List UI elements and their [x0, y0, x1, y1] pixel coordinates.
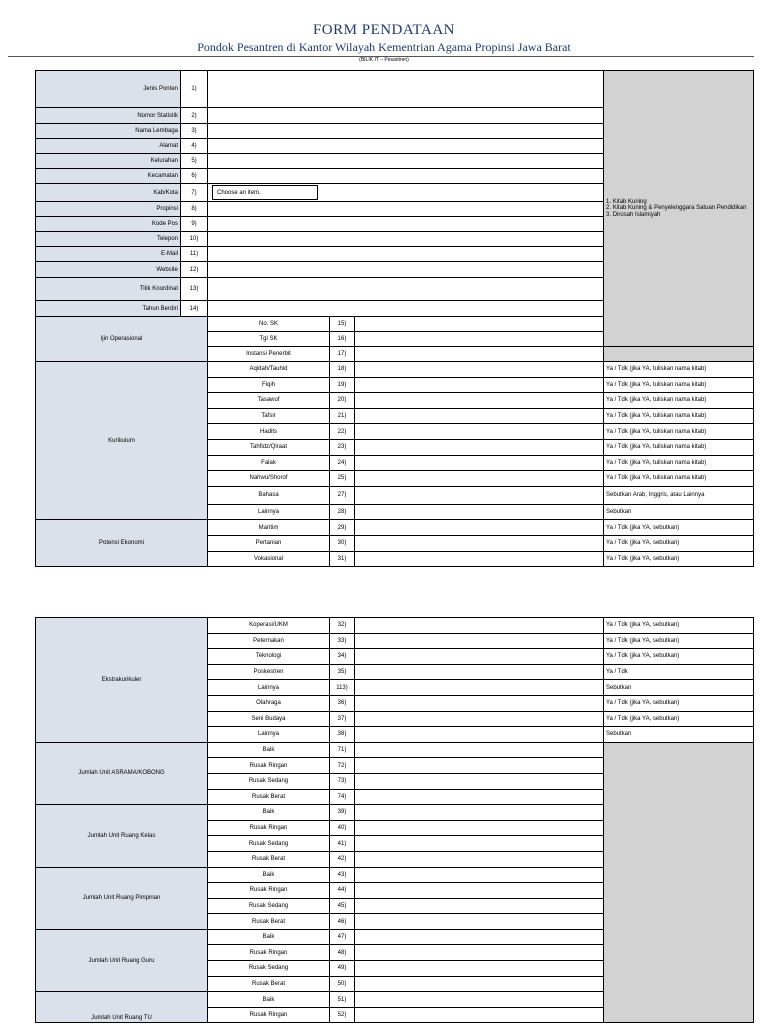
sub-hadits: Hadits: [208, 424, 330, 440]
num-31: 31): [330, 551, 355, 567]
note-peternakan: Ya / Tdk (jika YA, sebutkan): [604, 633, 754, 649]
note-bahasa: Sebutkan Arab, Inggris, atau Lainnya: [604, 486, 754, 504]
sub-kelas-baik: Baik: [208, 805, 330, 821]
input-fiqih[interactable]: [355, 377, 604, 393]
label-tahun-berdiri: Tahun Berdiri: [36, 301, 181, 317]
input-titik-koordinat[interactable]: [208, 278, 604, 301]
group-potensi-ekonomi: Potensi Ekonomi: [36, 520, 208, 567]
sub-lainnya-kurikulum: Lainnya: [208, 504, 330, 520]
sub-guru-berat: Rusak Berat: [208, 976, 330, 992]
num-42: 42): [330, 851, 355, 867]
label-jenis: Jenis Ponten: [36, 71, 181, 108]
form-table-part-2: [35, 617, 754, 1023]
input-kelas-sedang[interactable]: [355, 836, 604, 852]
sub-tu-baik: Baik: [208, 992, 330, 1008]
sub-no-sk: No. SK: [208, 317, 330, 332]
num-34: 34): [330, 649, 355, 665]
input-pimpinan-baik[interactable]: [355, 867, 604, 883]
input-lainnya-ekstra[interactable]: [355, 727, 604, 743]
sub-pimpinan-ringan: Rusak Ringan: [208, 883, 330, 899]
num-72: 72): [330, 758, 355, 774]
group-ruang-guru: Jumlah Unit Ruang Guru: [36, 929, 208, 991]
input-asrama-sedang[interactable]: [355, 773, 604, 789]
sub-pimpinan-berat: Rusak Berat: [208, 914, 330, 930]
note-lainnya-kurikulum: Sebutkan: [604, 504, 754, 520]
sub-tafsir: Tafsir: [208, 408, 330, 424]
note-poskestren: Ya / Tdk: [604, 664, 754, 680]
sub-pertanian: Pertanian: [208, 535, 330, 551]
sub-kelas-sedang: Rusak Sedang: [208, 836, 330, 852]
label-website: Website: [36, 262, 181, 278]
note-lainnya-ekstra: Sebutkan: [604, 727, 754, 743]
sub-bahasa: Bahasa: [208, 486, 330, 504]
label-kelurahan: Kelurahan: [36, 154, 181, 169]
input-falak[interactable]: [355, 455, 604, 471]
sub-tasawuf: Tasawuf: [208, 393, 330, 409]
input-jenis[interactable]: [208, 71, 604, 108]
input-koperasi[interactable]: [355, 618, 604, 634]
num-49: 49): [330, 961, 355, 977]
sub-koperasi: Koperasi/UKM: [208, 618, 330, 634]
num-10: 10): [181, 232, 208, 247]
label-email: E-Mail: [36, 247, 181, 262]
sub-fiqih: Fiqih: [208, 377, 330, 393]
kab-kota-dropdown[interactable]: Choose an item.: [212, 185, 318, 200]
num-28: 28): [330, 504, 355, 520]
input-kelas-berat[interactable]: [355, 851, 604, 867]
group-ruang-pimpinan: Jumlah Unit Ruang Pimpinan: [36, 867, 208, 929]
jenis-options-note: [604, 71, 754, 347]
group-asrama: Jumlah Unit ASRAMA/KOBONG: [36, 742, 208, 804]
num-37: 37): [330, 711, 355, 727]
sub-vokasional: Vokasional: [208, 551, 330, 567]
note-seni-budaya: Ya / Tdk (jika YA, sebutkan): [604, 711, 754, 727]
note-olahraga: Ya / Tdk (jika YA, sebutkan): [604, 695, 754, 711]
num-29: 29): [330, 520, 355, 536]
num-44: 44): [330, 883, 355, 899]
input-website[interactable]: [208, 262, 604, 278]
num-21: 21): [330, 408, 355, 424]
num-36: 36): [330, 695, 355, 711]
num-33: 33): [330, 633, 355, 649]
form-table-part-1: [35, 70, 754, 567]
num-9: 9): [181, 217, 208, 232]
input-email[interactable]: [208, 247, 604, 262]
label-telepon: Telepon: [36, 232, 181, 247]
num-3: 3): [181, 124, 208, 139]
group-ijin-operasional: Ijin Operasional: [36, 317, 208, 362]
sub-kelas-berat: Rusak Berat: [208, 851, 330, 867]
sub-nahwu: Nahwu/Shorof: [208, 471, 330, 487]
num-22: 22): [330, 424, 355, 440]
sub-tahfidz: Tahfidz/Qiraat: [208, 439, 330, 455]
input-kecamatan[interactable]: [208, 169, 604, 184]
label-kode-pos: Kode Pos: [36, 217, 181, 232]
sub-maritim: Maritim: [208, 520, 330, 536]
jenis-option-1: 1. Kitab Kuning: [606, 198, 647, 205]
input-instansi-penerbit[interactable]: [355, 347, 604, 362]
input-kelas-baik[interactable]: [355, 805, 604, 821]
num-71: 71): [330, 742, 355, 758]
group-ruang-tu: Jumlah Unit Ruang TU: [36, 992, 208, 1023]
num-15: 15): [330, 317, 355, 332]
label-propinsi: Propinsi: [36, 202, 181, 217]
input-guru-ringan[interactable]: [355, 945, 604, 961]
input-pimpinan-sedang[interactable]: [355, 898, 604, 914]
form-code: (BILIK IT – Pesantren): [359, 57, 409, 63]
note-tafsir: Ya / Tdk (jika YA, tuliskan nama kitab): [604, 408, 754, 424]
input-nama-lembaga[interactable]: [208, 124, 604, 139]
num-41: 41): [330, 836, 355, 852]
note-maritim: Ya / Tdk (jika YA, sebutkan): [604, 520, 754, 536]
note-teknologi: Ya / Tdk (jika YA, sebutkan): [604, 649, 754, 665]
num-39: 39): [330, 805, 355, 821]
num-35: 35): [330, 664, 355, 680]
note-lainnya-ekonomi: Sebutkan: [604, 680, 754, 696]
input-kode-pos[interactable]: [208, 217, 604, 232]
num-13: 13): [181, 278, 208, 301]
num-18: 18): [330, 362, 355, 378]
input-lainnya-ekonomi[interactable]: [355, 680, 604, 696]
input-alamat[interactable]: [208, 139, 604, 154]
sub-teknologi: Teknologi: [208, 649, 330, 665]
sub-tgl-sk: Tgl SK: [208, 332, 330, 347]
input-no-sk[interactable]: [355, 317, 604, 332]
note-falak: Ya / Tdk (jika YA, tuliskan nama kitab): [604, 455, 754, 471]
input-tu-ringan[interactable]: [355, 1007, 604, 1023]
num-51: 51): [330, 992, 355, 1008]
num-11: 11): [181, 247, 208, 262]
num-27: 27): [330, 486, 355, 504]
num-20: 20): [330, 393, 355, 409]
num-73: 73): [330, 773, 355, 789]
num-19: 19): [330, 377, 355, 393]
input-asrama-baik[interactable]: [355, 742, 604, 758]
label-nomor-statistik: Nomor Statistik: [36, 108, 181, 124]
num-17: 17): [330, 347, 355, 362]
sub-asrama-berat: Rusak Berat: [208, 789, 330, 805]
jenis-option-3: 3. Dirosah Islamiyah: [606, 211, 661, 218]
num-2: 2): [181, 108, 208, 124]
note-nahwu: Ya / Tdk (jika YA, tuliskan nama kitab): [604, 471, 754, 487]
input-nahwu[interactable]: [355, 471, 604, 487]
jenis-option-2: 2. Kitab Kuning & Penyelenggara Satuan Pendidikan: [606, 205, 747, 212]
note-tasawuf: Ya / Tdk (jika YA, tuliskan nama kitab): [604, 393, 754, 409]
num-45: 45): [330, 898, 355, 914]
sub-tu-ringan: Rusak Ringan: [208, 1007, 330, 1023]
form-subtitle: Pondok Pesantren di Kantor Wilayah Kementrian Agama Propinsi Jawa Barat: [197, 40, 571, 54]
sub-guru-sedang: Rusak Sedang: [208, 961, 330, 977]
num-16: 16): [330, 332, 355, 347]
input-tgl-sk[interactable]: [355, 332, 604, 347]
input-kelurahan[interactable]: [208, 154, 604, 169]
sub-instansi-penerbit: Instansi Penerbit: [208, 347, 330, 362]
input-tu-baik[interactable]: [355, 992, 604, 1008]
num-4: 4): [181, 139, 208, 154]
note-blank-17: [604, 347, 754, 362]
input-tafsir[interactable]: [355, 408, 604, 424]
input-vokasional[interactable]: [355, 551, 604, 567]
input-kelas-ringan[interactable]: [355, 820, 604, 836]
side-gray-panel: [604, 742, 754, 1023]
input-tahun-berdiri[interactable]: [208, 301, 604, 317]
input-aqidah[interactable]: [355, 362, 604, 378]
sub-lainnya-ekonomi: Lainnya: [208, 680, 330, 696]
input-pertanian[interactable]: [355, 535, 604, 551]
num-30: 30): [330, 535, 355, 551]
form-title: FORM PENDATAAN: [312, 22, 456, 38]
sub-falak: Falak: [208, 455, 330, 471]
group-ruang-kelas: Jumlah Unit Ruang Kelas: [36, 805, 208, 867]
sub-asrama-ringan: Rusak Ringan: [208, 758, 330, 774]
group-ekstrakurikuler: Ekstrakurikuler: [36, 618, 208, 743]
num-38: 38): [330, 727, 355, 743]
num-40: 40): [330, 820, 355, 836]
num-6: 6): [181, 169, 208, 184]
label-kab-kota: Kab/Kota: [36, 184, 181, 202]
input-telepon[interactable]: [208, 232, 604, 247]
note-hadits: Ya / Tdk (jika YA, tuliskan nama kitab): [604, 424, 754, 440]
input-tasawuf[interactable]: [355, 393, 604, 409]
label-titik-koordinat: Titik Koordinat: [36, 278, 181, 301]
num-8: 8): [181, 202, 208, 217]
input-lainnya-kurikulum[interactable]: [355, 504, 604, 520]
sub-lainnya-ekstra: Lainnya: [208, 727, 330, 743]
input-tahfidz[interactable]: [355, 439, 604, 455]
num-52: 52): [330, 1007, 355, 1023]
input-hadits[interactable]: [355, 424, 604, 440]
sub-asrama-sedang: Rusak Sedang: [208, 773, 330, 789]
note-koperasi: Ya / Tdk (jika YA, sebutkan): [604, 618, 754, 634]
sub-kelas-ringan: Rusak Ringan: [208, 820, 330, 836]
sub-pimpinan-baik: Baik: [208, 867, 330, 883]
num-24: 24): [330, 455, 355, 471]
input-nomor-statistik[interactable]: [208, 108, 604, 124]
note-aqidah: Ya / Tdk (jika YA, tuliskan nama kitab): [604, 362, 754, 378]
sub-poskestren: Poskestren: [208, 664, 330, 680]
input-propinsi[interactable]: [208, 202, 604, 217]
num-74: 74): [330, 789, 355, 805]
num-113: 113): [330, 680, 355, 696]
num-25: 25): [330, 471, 355, 487]
num-47: 47): [330, 929, 355, 945]
num-12: 12): [181, 262, 208, 278]
input-bahasa[interactable]: [355, 486, 604, 504]
sub-olahraga: Olahraga: [208, 695, 330, 711]
sub-seni-budaya: Seni Budaya: [208, 711, 330, 727]
num-14: 14): [181, 301, 208, 317]
input-teknologi[interactable]: [355, 649, 604, 665]
note-fiqih: Ya / Tdk (jika YA, tuliskan nama kitab): [604, 377, 754, 393]
note-pertanian: Ya / Tdk (jika YA, sebutkan): [604, 535, 754, 551]
label-kecamatan: Kecamatan: [36, 169, 181, 184]
sub-peternakan: Peternakan: [208, 633, 330, 649]
input-guru-berat[interactable]: [355, 976, 604, 992]
group-kurikulum: Kurikulum: [36, 362, 208, 520]
num-43: 43): [330, 867, 355, 883]
note-vokasional: Ya / Tdk (jika YA, sebutkan): [604, 551, 754, 567]
num-48: 48): [330, 945, 355, 961]
note-tahfidz: Ya / Tdk (jika YA, tuliskan nama kitab): [604, 439, 754, 455]
input-seni-budaya[interactable]: [355, 711, 604, 727]
input-peternakan[interactable]: [355, 633, 604, 649]
input-olahraga[interactable]: [355, 695, 604, 711]
num-50: 50): [330, 976, 355, 992]
sub-guru-baik: Baik: [208, 929, 330, 945]
input-pimpinan-berat[interactable]: [355, 914, 604, 930]
sub-guru-ringan: Rusak Ringan: [208, 945, 330, 961]
sub-aqidah: Aqidah/Tauhid: [208, 362, 330, 378]
input-poskestren[interactable]: [355, 664, 604, 680]
label-nama-lembaga: Nama Lembaga: [36, 124, 181, 139]
num-23: 23): [330, 439, 355, 455]
num-7: 7): [181, 184, 208, 202]
sub-asrama-baik: Baik: [208, 742, 330, 758]
input-pimpinan-ringan[interactable]: [355, 883, 604, 899]
sub-pimpinan-sedang: Rusak Sedang: [208, 898, 330, 914]
input-guru-baik[interactable]: [355, 929, 604, 945]
label-alamat: Alamat: [36, 139, 181, 154]
num-1: 1): [181, 71, 208, 108]
num-32: 32): [330, 618, 355, 634]
num-46: 46): [330, 914, 355, 930]
input-maritim[interactable]: [355, 520, 604, 536]
num-5: 5): [181, 154, 208, 169]
input-guru-sedang[interactable]: [355, 961, 604, 977]
input-asrama-ringan[interactable]: [355, 758, 604, 774]
input-asrama-berat[interactable]: [355, 789, 604, 805]
